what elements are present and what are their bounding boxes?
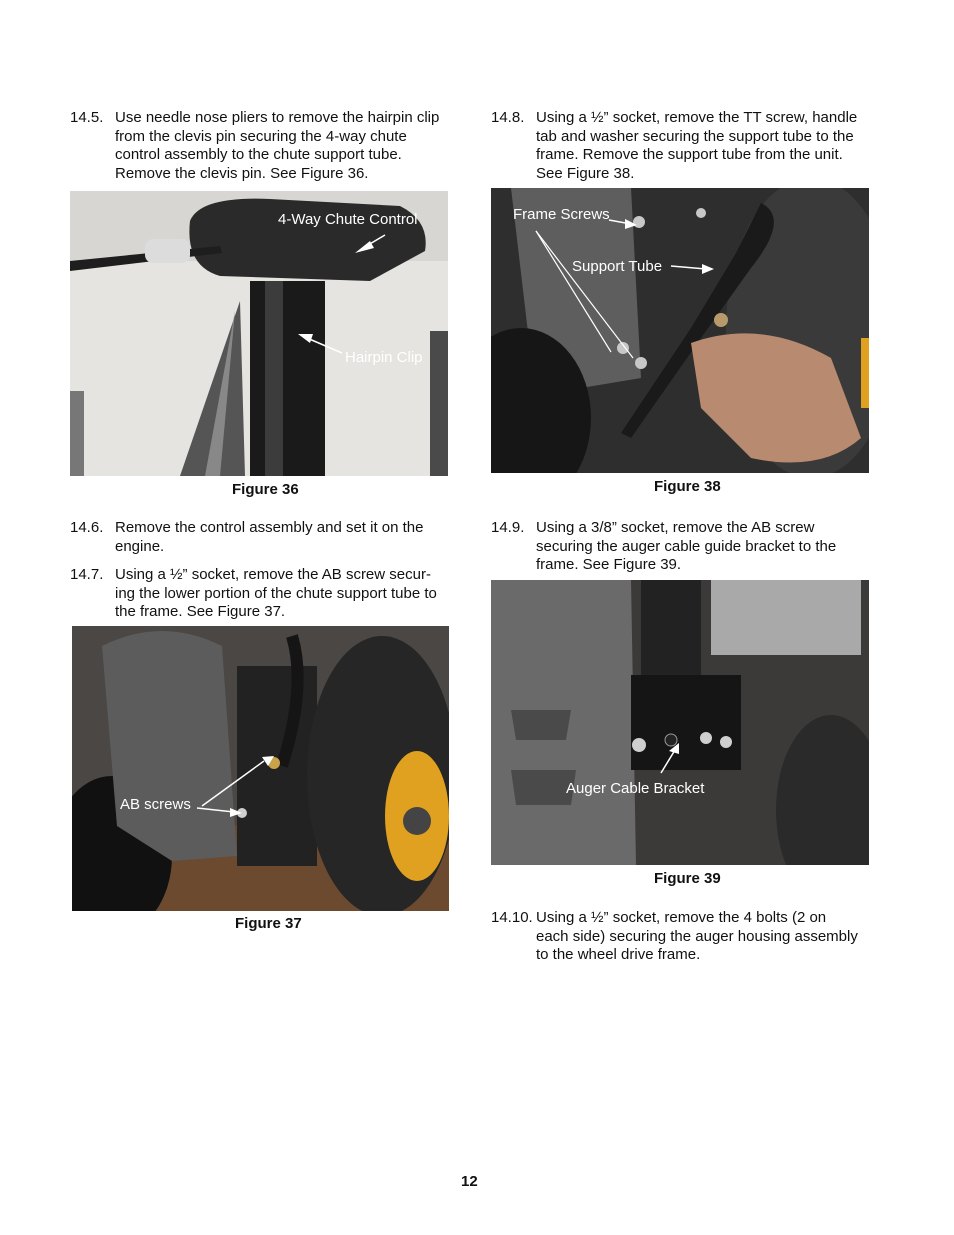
step-number: 14.6. [70,519,104,536]
step-text: Remove the control assembly and set it on the engine. [115,519,424,555]
step-number: 14.9. [491,519,525,536]
label-frame-screws: Frame Screws [513,206,610,223]
figure-36-photo [70,191,448,476]
step-text: Use needle nose pliers to remove the hairpin clip from the clevis pin securing the 4-way chute control assembly to the chute support tube. Remove the clevis pin. See Figure 36. [115,109,440,182]
figure-38-photo [491,188,869,473]
step-number: 14.5. [70,109,104,126]
figure-39-photo [491,580,869,865]
label-hairpin-clip: Hairpin Clip [345,349,423,366]
step-text: Using a ½” socket, remove the TT screw, handle tab and washer securing the support tube to the frame. Remove the support tube from the unit. See Figure 38. [536,109,858,182]
figure-36-caption: Figure 36 [232,481,299,498]
label-auger-cable-bracket: Auger Cable Bracket [566,780,705,797]
label-4-way-chute-control: 4-Way Chute Control [278,211,418,228]
page-number: 12 [461,1173,478,1190]
step-text: Using a ½” socket, remove the 4 bolts (2 on each side) securing the auger housing assembly to the wheel drive frame. [536,909,858,964]
figure-37-caption: Figure 37 [235,915,302,932]
step-text: Using a ½” socket, remove the AB screw secur- ing the lower portion of the chute support tube to the frame. See Figure 37. [115,566,437,621]
label-support-tube: Support Tube [572,258,663,275]
step-number: 14.7. [70,566,104,583]
label-ab-screws: AB screws [120,796,191,813]
figure-39-caption: Figure 39 [654,870,721,887]
figure-37-photo [72,626,449,911]
step-number: 14.8. [491,109,525,126]
step-text: Using a 3/8” socket, remove the AB screw securing the auger cable guide bracket to the frame. See Figure 39. [536,519,837,574]
figure-38-caption: Figure 38 [654,478,721,495]
step-number: 14.10. [491,909,533,926]
